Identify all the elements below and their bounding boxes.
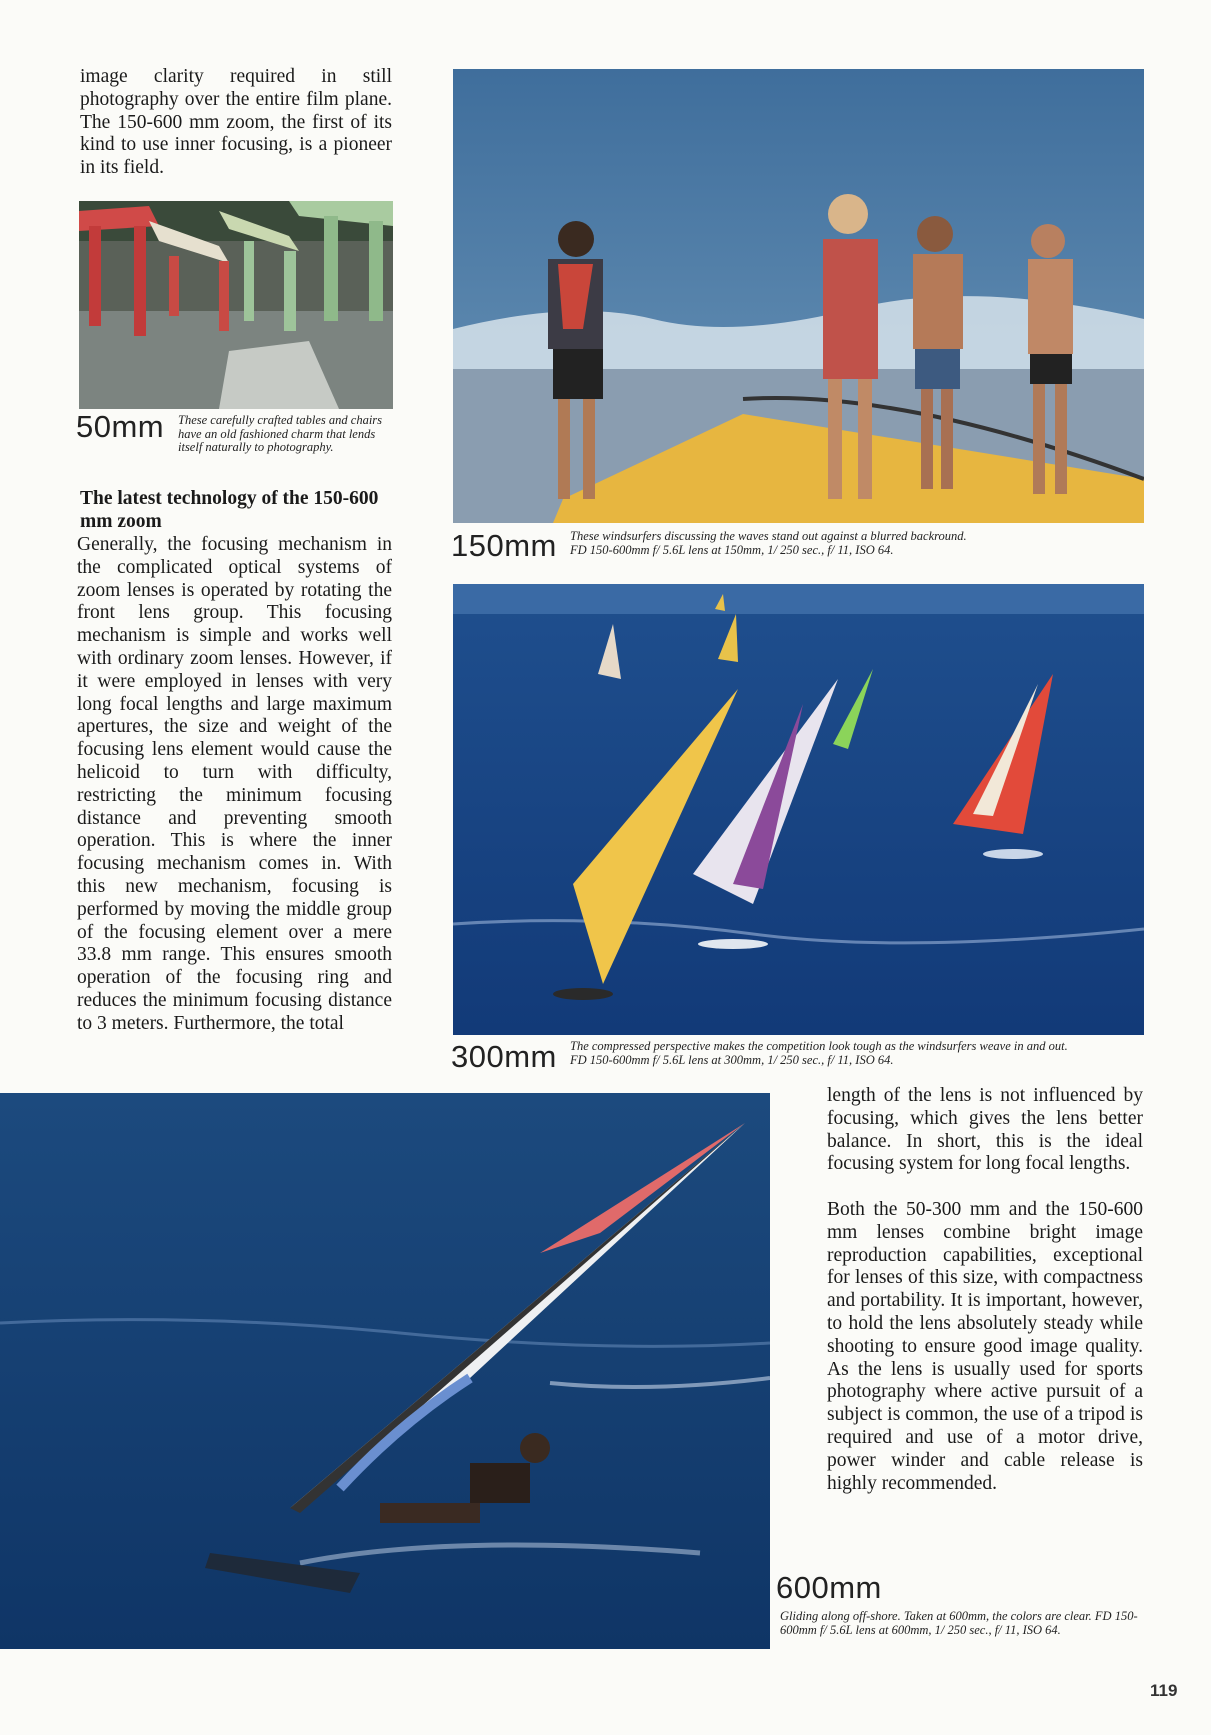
caption-150mm-line1: These windsurfers discussing the waves stand out against a blurred backround. [570,529,967,543]
caption-300mm-line2: FD 150-600mm f/ 5.6L lens at 300mm, 1/ 250 sec., f/ 11, ISO 64. [570,1052,894,1067]
caption-300mm [570,1040,1170,1067]
focal-length-600mm: 600mm [776,1570,882,1605]
body-right-paragraph-1: length of the lens is not influenced by focusing, which gives the lens better balance. In short, this is the ideal focusing system for long focal lengths. [827,1085,1143,1175]
focal-length-150mm: 150mm [451,528,557,563]
caption-150mm-line2: FD 150-600mm f/ 5.6L lens at 150mm, 1/ 250 sec., f/ 11, ISO 64. [570,542,894,557]
caption-300mm-line1: The compressed perspective makes the competition look tough as the windsurfers weave in and out. [570,1039,1068,1053]
body-left-column: Generally, the focusing mechanism in the complicated optical systems of zoom lenses is operated by rotating the front lens group. This focusing mechanism is simple and works well with ordinary zoom lenses. However, if it were employed in lenses with very long focal lengths and large maximum apertures, the size and weight of the focusing lens element would cause the helicoid to turn with difficulty, restricting the minimum focusing distance and preventing smooth operation. This is where the inner focusing mechanism comes in. With this new mechanism, focusing is performed by moving the middle group of the focusing element over a mere 33.8 mm range. This ensures smooth operation of the focusing ring and reduces the minimum focusing distance to 3 meters. Furthermore, the total [77,534,392,1034]
page-number: 119 [1150,1681,1178,1700]
intro-paragraph: image clarity required in still photography over the entire film plane. The 150-600 mm zoom, the first of its kind to use inner focusing, is a pioneer in its field. [80,66,392,179]
section-heading: The latest technology of the 150-600 mm zoom [80,488,379,532]
body-right-paragraph-2: Both the 50-300 mm and the 150-600 mm lenses combine bright image reproduction capabilities, exceptional for lenses of this size, with compactness and portability. It is important, however, to hold the lens absolutely steady while shooting to ensure good image quality. As the lens is usually used for sports photography where active pursuit of a subject is common, the use of a tripod is required and use of a motor drive, power winder and cable release is highly recommended. [827,1199,1143,1494]
photo-windsurfer-gliding [0,1093,770,1649]
photo-tables-chairs [79,201,393,409]
caption-600mm: Gliding along off-shore. Taken at 600mm, the colors are clear. FD 150-600mm f/ 5.6L lens at 600mm, 1/ 250 sec., f/ 11, ISO 64. [780,1609,1138,1637]
photo-windsurfers-beach [453,69,1144,523]
photo-windsurfers-racing [453,584,1144,1035]
caption-50mm: These carefully crafted tables and chairs have an old fashioned charm that lends itself naturally to photography. [178,413,383,454]
focal-length-50mm: 50mm [76,409,165,444]
caption-150mm [570,530,1150,557]
focal-length-300mm: 300mm [451,1039,557,1074]
